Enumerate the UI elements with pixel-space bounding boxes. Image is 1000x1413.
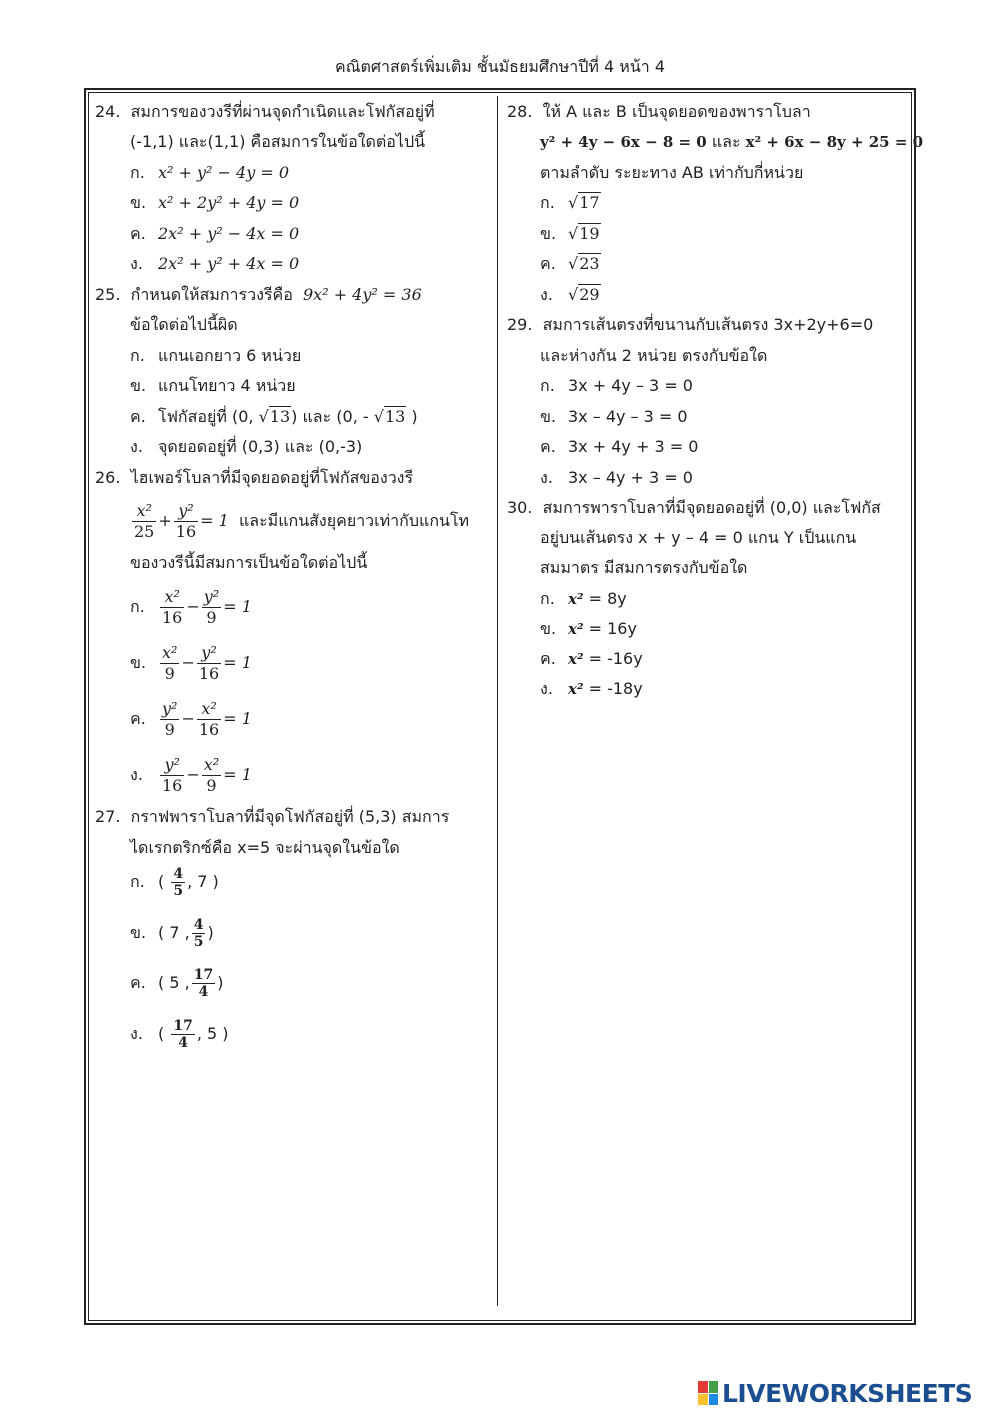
q26-option-a: ก. $\frac{\text{x²}}{16}$ − $\frac{\text{y²}}{9}$ = 1 xyxy=(130,587,252,627)
q24-option-d: ง. 2x² + y² + 4x = 0 xyxy=(130,254,300,273)
q24-line2: (-1,1) และ(1,1) คือสมการในข้อใดต่อไปนี้ xyxy=(130,132,426,151)
q25-line1: 25. กำหนดให้สมการวงรีคือ 9x² + 4y² = 36 xyxy=(95,285,422,304)
page-header: คณิตศาสตร์เพิ่มเติม ชั้นมัธยมศึกษาปีที่ 4 หน้า 4 xyxy=(334,57,666,76)
q30-line2: อยู่บนเส้นตรง x + y – 4 = 0 แกน Y เป็นแกน xyxy=(540,528,857,547)
q29-line1: 29. สมการเส้นตรงที่ขนานกับเส้นตรง 3x+2y+6=0 xyxy=(507,315,874,334)
q26-option-c: ค. $\frac{\text{y²}}{9}$ − $\frac{\text{x²}}{16}$ = 1 xyxy=(130,699,252,739)
liveworksheets-logo[interactable] xyxy=(698,1378,972,1408)
sqrt-symbol: √23 xyxy=(568,254,600,273)
q24-option-b: ข. x² + 2y² + 4y = 0 xyxy=(130,193,300,212)
q28-line3: ตามลำดับ ระยะทาง AB เท่ากับกี่หน่วย xyxy=(540,163,804,182)
column-divider xyxy=(497,96,498,1306)
q29-option-a: ก. 3x + 4y – 3 = 0 xyxy=(540,376,693,395)
q26-line2: $\frac{\text{x²}}{25}$ + $\frac{\text{y²}}{16}$ = 1 และมีแกนสังยุคยาวเท่ากับแกนโท xyxy=(134,501,470,541)
fraction: $\frac{\text{y²}}{9}$ xyxy=(162,699,178,739)
logo-square-blue xyxy=(709,1394,719,1406)
q28-option-a: ก. √17 xyxy=(540,193,600,212)
q27-option-c: ค. ( 5 , $\frac{17}{4}$ ) xyxy=(130,967,224,1000)
sqrt-symbol: √29 xyxy=(568,285,600,304)
q28-option-c: ค. √23 xyxy=(540,254,600,273)
q25-option-b: ข. แกนโทยาว 4 หน่วย xyxy=(130,376,296,395)
q24-option-a: ก. x² + y² − 4y = 0 xyxy=(130,163,290,182)
sqrt-symbol: √13 xyxy=(258,407,291,426)
q29-option-d: ง. 3x – 4y + 3 = 0 xyxy=(540,468,693,487)
fraction: $\frac{17}{4}$ xyxy=(173,1018,193,1051)
fraction: $\frac{\text{x²}}{16}$ xyxy=(162,587,183,627)
q28-option-d: ง. √29 xyxy=(540,285,600,304)
fraction: $\frac{\text{x²}}{9}$ xyxy=(162,643,178,683)
q24-option-c: ค. 2x² + y² − 4x = 0 xyxy=(130,224,300,243)
q29-option-c: ค. 3x + 4y + 3 = 0 xyxy=(540,437,699,456)
q27-option-d: ง. ( $\frac{17}{4}$ , 5 ) xyxy=(130,1018,229,1051)
logo-square-red xyxy=(698,1381,708,1393)
fraction: $\frac{\text{y²}}{16}$ xyxy=(175,501,197,541)
q24-line1: 24. สมการของวงรีที่ผ่านจุดกำเนิดและโฟกัสอยู่ที่ xyxy=(95,102,435,121)
q25-line2: ข้อใดต่อไปนี้ผิด xyxy=(130,315,238,334)
fraction: $\frac{\text{y²}}{9}$ xyxy=(203,587,220,627)
q28-line1: 28. ให้ A และ B เป็นจุดยอดของพาราโบลา xyxy=(507,102,811,121)
q30-option-c: ค. x² = -16y xyxy=(540,649,643,668)
q30-option-a: ก. x² = 8y xyxy=(540,589,627,608)
q27-option-b: ข. ( 7 , $\frac{4}{5}$ ) xyxy=(130,917,214,950)
q25-option-a: ก. แกนเอกยาว 6 หน่วย xyxy=(130,346,302,365)
q30-line3: สมมาตร มีสมการตรงกับข้อใด xyxy=(540,558,748,577)
logo-square-yellow xyxy=(698,1394,708,1406)
q27-line2: ไดเรกตริกซ์คือ x=5 จะผ่านจุดในข้อใด xyxy=(130,838,400,857)
q30-option-b: ข. x² = 16y xyxy=(540,619,637,638)
fraction: $\frac{\text{y²}}{16}$ xyxy=(162,755,183,795)
q30-line1: 30. สมการพาราโบลาที่มีจุดยอดอยู่ที่ (0,0) และโฟกัส xyxy=(507,498,881,517)
fraction: $\frac{4}{5}$ xyxy=(193,917,204,950)
sqrt-symbol: √13 xyxy=(373,407,406,426)
q26-line1: 26. ไฮเพอร์โบลาที่มีจุดยอดอยู่ที่โฟกัสของวงรี xyxy=(95,468,414,487)
q28-option-b: ข. √19 xyxy=(540,224,600,243)
sqrt-symbol: √17 xyxy=(568,193,600,212)
fraction: $\frac{\text{x²}}{25}$ xyxy=(134,501,155,541)
q29-option-b: ข. 3x – 4y – 3 = 0 xyxy=(540,407,688,426)
fraction: $\frac{\text{x²}}{16}$ xyxy=(198,699,220,739)
logo-text: LIVEWORKSHEETS xyxy=(722,1378,973,1408)
q26-option-d: ง. $\frac{\text{y²}}{16}$ − $\frac{\text{x²}}{9}$ = 1 xyxy=(130,755,252,795)
q26-option-b: ข. $\frac{\text{x²}}{9}$ − $\frac{\text{y²}}{16}$ = 1 xyxy=(130,643,252,683)
logo-icon xyxy=(698,1381,718,1405)
q25-option-d: ง. จุดยอดอยู่ที่ (0,3) และ (0,-3) xyxy=(130,437,363,456)
fraction: $\frac{17}{4}$ xyxy=(193,967,214,1000)
q26-line3: ของวงรีนี้มีสมการเป็นข้อใดต่อไปนี้ xyxy=(130,553,368,572)
sqrt-symbol: √19 xyxy=(568,224,600,243)
q27-line1: 27. กราฟพาราโบลาที่มีจุดโฟกัสอยู่ที่ (5,3) สมการ xyxy=(95,807,450,826)
fraction: $\frac{\text{y²}}{16}$ xyxy=(198,643,220,683)
q27-option-a: ก. ( $\frac{4}{5}$ , 7 ) xyxy=(130,866,219,899)
q28-line2: y² + 4y − 6x − 8 = 0 และ x² + 6x − 8y + 25 = 0 xyxy=(540,132,924,151)
q25-option-c: ค. โฟกัสอยู่ที่ (0, √13) และ (0, - √13 ) xyxy=(130,407,418,426)
q30-option-d: ง. x² = -18y xyxy=(540,679,643,698)
fraction: $\frac{\text{x²}}{9}$ xyxy=(203,755,220,795)
q29-line2: และห่างกัน 2 หน่วย ตรงกับข้อใด xyxy=(540,346,768,365)
fraction: $\frac{4}{5}$ xyxy=(173,866,184,899)
logo-square-green xyxy=(709,1381,719,1393)
